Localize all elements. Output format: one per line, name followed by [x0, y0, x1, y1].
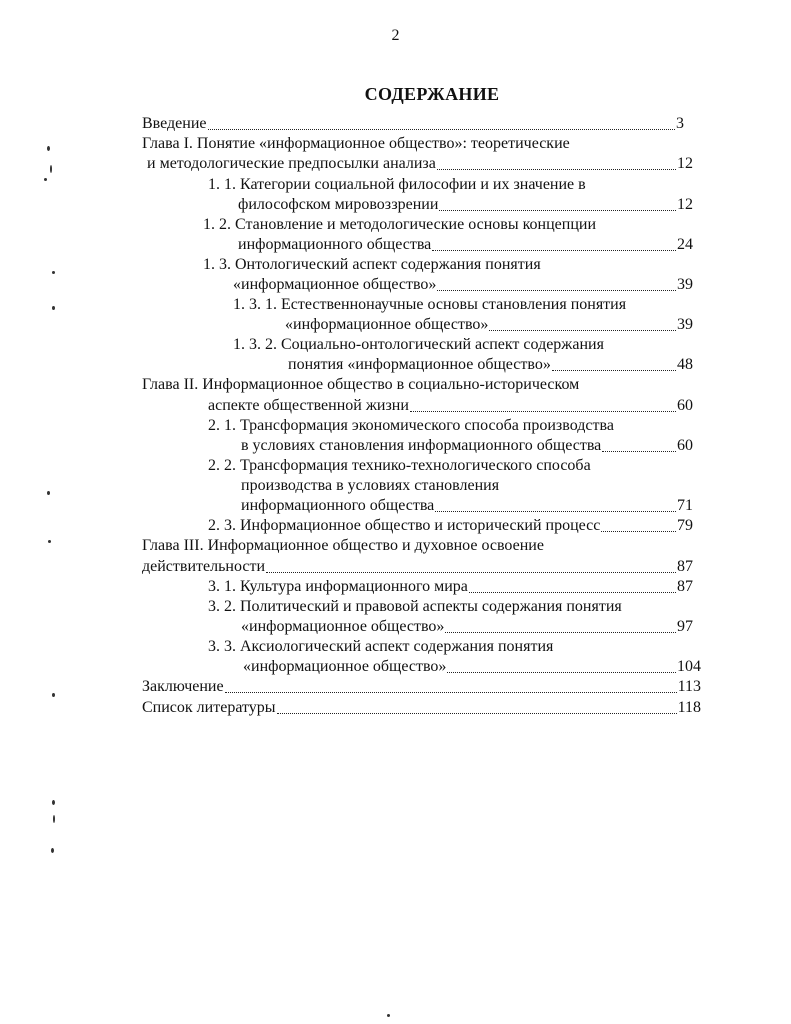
toc-entry-text: «информационное общество»	[243, 658, 447, 675]
toc-chapter-3-line2	[142, 557, 693, 577]
toc-section-1-3-2-line2	[288, 355, 693, 375]
dot-leader	[439, 209, 676, 211]
dot-leader	[469, 591, 676, 593]
toc-chapter-2-line2	[208, 396, 693, 416]
toc-section-1-3-1-line2	[285, 315, 693, 335]
toc-page-number: 113	[677, 678, 701, 695]
toc-page-number: 3	[676, 115, 684, 132]
toc-section-2-2-line2	[241, 476, 499, 496]
toc-section-2-1-line1	[208, 416, 614, 436]
toc-chapter-1-line2	[147, 154, 693, 174]
dot-leader	[410, 410, 676, 412]
toc-entry-text: и методологические предпосылки анализа	[147, 155, 436, 172]
scan-speck	[52, 271, 55, 274]
toc-section-1-3-2-line1	[233, 335, 604, 355]
toc-entry-text: Заключение	[142, 678, 224, 695]
toc-entry-text: информационного общества	[241, 497, 435, 514]
toc-entry-bibliography	[142, 698, 701, 718]
toc-page-number: 39	[677, 316, 693, 333]
scan-speck	[387, 1014, 390, 1017]
toc-entry-text: в условиях становления информационного общества	[241, 437, 602, 454]
dot-leader	[225, 691, 677, 693]
toc-entry-text: философском мировоззрении	[238, 196, 439, 213]
scan-speck	[53, 815, 55, 823]
toc-entry-text: аспекте общественной жизни	[208, 397, 409, 414]
toc-section-3-3-line1	[208, 637, 553, 657]
toc-entry-conclusion	[142, 677, 701, 697]
scan-speck	[47, 146, 50, 151]
scan-speck	[48, 540, 51, 543]
toc-section-2-2-line3	[241, 496, 693, 516]
dot-leader	[266, 571, 676, 573]
toc-section-1-2-line2	[238, 235, 693, 255]
toc-entry-text: 1. 3. Онтологический аспект содержания понятия	[203, 256, 541, 273]
dot-leader	[277, 712, 677, 714]
toc-entry-text: «информационное общество»	[233, 276, 437, 293]
toc-section-3-2-line2	[241, 617, 693, 637]
scan-speck	[51, 848, 54, 853]
toc-section-3-1	[208, 577, 693, 597]
toc-entry-text: 2. 3. Информационное общество и исторический процесс	[208, 517, 601, 534]
toc-entry-introduction	[142, 114, 684, 134]
toc-section-1-3-1-line1	[233, 295, 626, 315]
toc-section-1-2-line1	[203, 215, 596, 235]
toc-page-number: 24	[677, 236, 693, 253]
toc-page-number: 104	[677, 658, 701, 675]
toc-section-3-3-line2	[243, 657, 701, 677]
scan-speck	[52, 306, 55, 310]
toc-entry-text: действительности	[142, 558, 266, 575]
toc-section-2-2-line1	[208, 456, 591, 476]
toc-entry-text: «информационное общество»	[285, 316, 489, 333]
toc-page-number: 87	[677, 558, 693, 575]
toc-entry-text: 3. 1. Культура информационного мира	[208, 578, 468, 595]
toc-page-number: 118	[677, 699, 701, 716]
toc-entry-text: информационного общества	[238, 236, 432, 253]
toc-page-number: 79	[677, 517, 693, 534]
toc-entry-text: Список литературы	[142, 699, 276, 716]
toc-section-1-3-line2	[233, 275, 693, 295]
toc-entry-text: понятия «информационное общество»	[288, 356, 551, 373]
dot-leader	[208, 128, 676, 130]
toc-chapter-2-line1	[142, 375, 579, 395]
toc-entry-text: 1. 2. Становление и методологические основы концепции	[203, 216, 597, 233]
toc-entry-text: 3. 2. Политический и правовой аспекты содержания понятия	[208, 598, 622, 615]
toc-page-number: 12	[677, 155, 693, 172]
dot-leader	[447, 671, 676, 673]
toc-section-1-1-line1	[208, 175, 586, 195]
dot-leader	[552, 369, 676, 371]
toc-page-number: 97	[677, 618, 693, 635]
toc-section-2-3	[208, 516, 693, 536]
toc-section-2-1-line2	[241, 436, 693, 456]
toc-page-number: 48	[677, 356, 693, 373]
toc-page-number: 12	[677, 196, 693, 213]
dot-leader	[437, 289, 676, 291]
scan-speck	[52, 800, 55, 805]
toc-section-1-1-line2	[238, 195, 693, 215]
toc-section-1-3-line1	[203, 255, 541, 275]
scan-speck	[50, 165, 52, 173]
toc-entry-text: 1. 3. 2. Социально-онтологический аспект содержания	[233, 336, 604, 353]
dot-leader	[437, 168, 676, 170]
page-title: СОДЕРЖАНИЕ	[364, 84, 500, 104]
toc-entry-text: 1. 3. 1. Естественнонаучные основы становления понятия	[233, 296, 627, 313]
toc-page-number: 39	[677, 276, 693, 293]
dot-leader	[445, 631, 676, 633]
toc-entry-text: 2. 1. Трансформация экономического способа производства	[208, 417, 614, 434]
dot-leader	[435, 510, 676, 512]
toc-entry-text: 2. 2. Трансформация технико-технологического способа	[208, 457, 591, 474]
toc-entry-text: Глава II. Информационное общество в социально-историческом	[142, 376, 580, 393]
toc-entry-text: Введение	[142, 115, 207, 132]
dot-leader	[602, 450, 676, 452]
toc-page-number: 71	[677, 497, 693, 514]
scan-speck	[52, 693, 55, 697]
toc-page-number: 60	[677, 397, 693, 414]
dot-leader	[601, 530, 676, 532]
toc-entry-text: 3. 3. Аксиологический аспект содержания понятия	[208, 638, 554, 655]
scan-speck	[44, 178, 47, 181]
toc-page-number: 60	[677, 437, 693, 454]
toc-entry-text: Глава I. Понятие «информационное общество»: теоретические	[142, 135, 570, 152]
dot-leader	[432, 249, 676, 251]
toc-entry-text: Глава III. Информационное общество и духовное освоение	[142, 537, 544, 554]
toc-chapter-3-line1	[142, 536, 544, 556]
toc-entry-text: 1. 1. Категории социальной философии и их значение в	[208, 176, 586, 193]
toc-section-3-2-line1	[208, 597, 622, 617]
toc-chapter-1-line1	[142, 134, 570, 154]
dot-leader	[489, 329, 676, 331]
page-number: 2	[391, 27, 400, 44]
toc-page-number: 87	[677, 578, 693, 595]
toc-entry-text: «информационное общество»	[241, 618, 445, 635]
toc-entry-text: производства в условиях становления	[241, 477, 500, 494]
scan-speck	[47, 491, 50, 495]
